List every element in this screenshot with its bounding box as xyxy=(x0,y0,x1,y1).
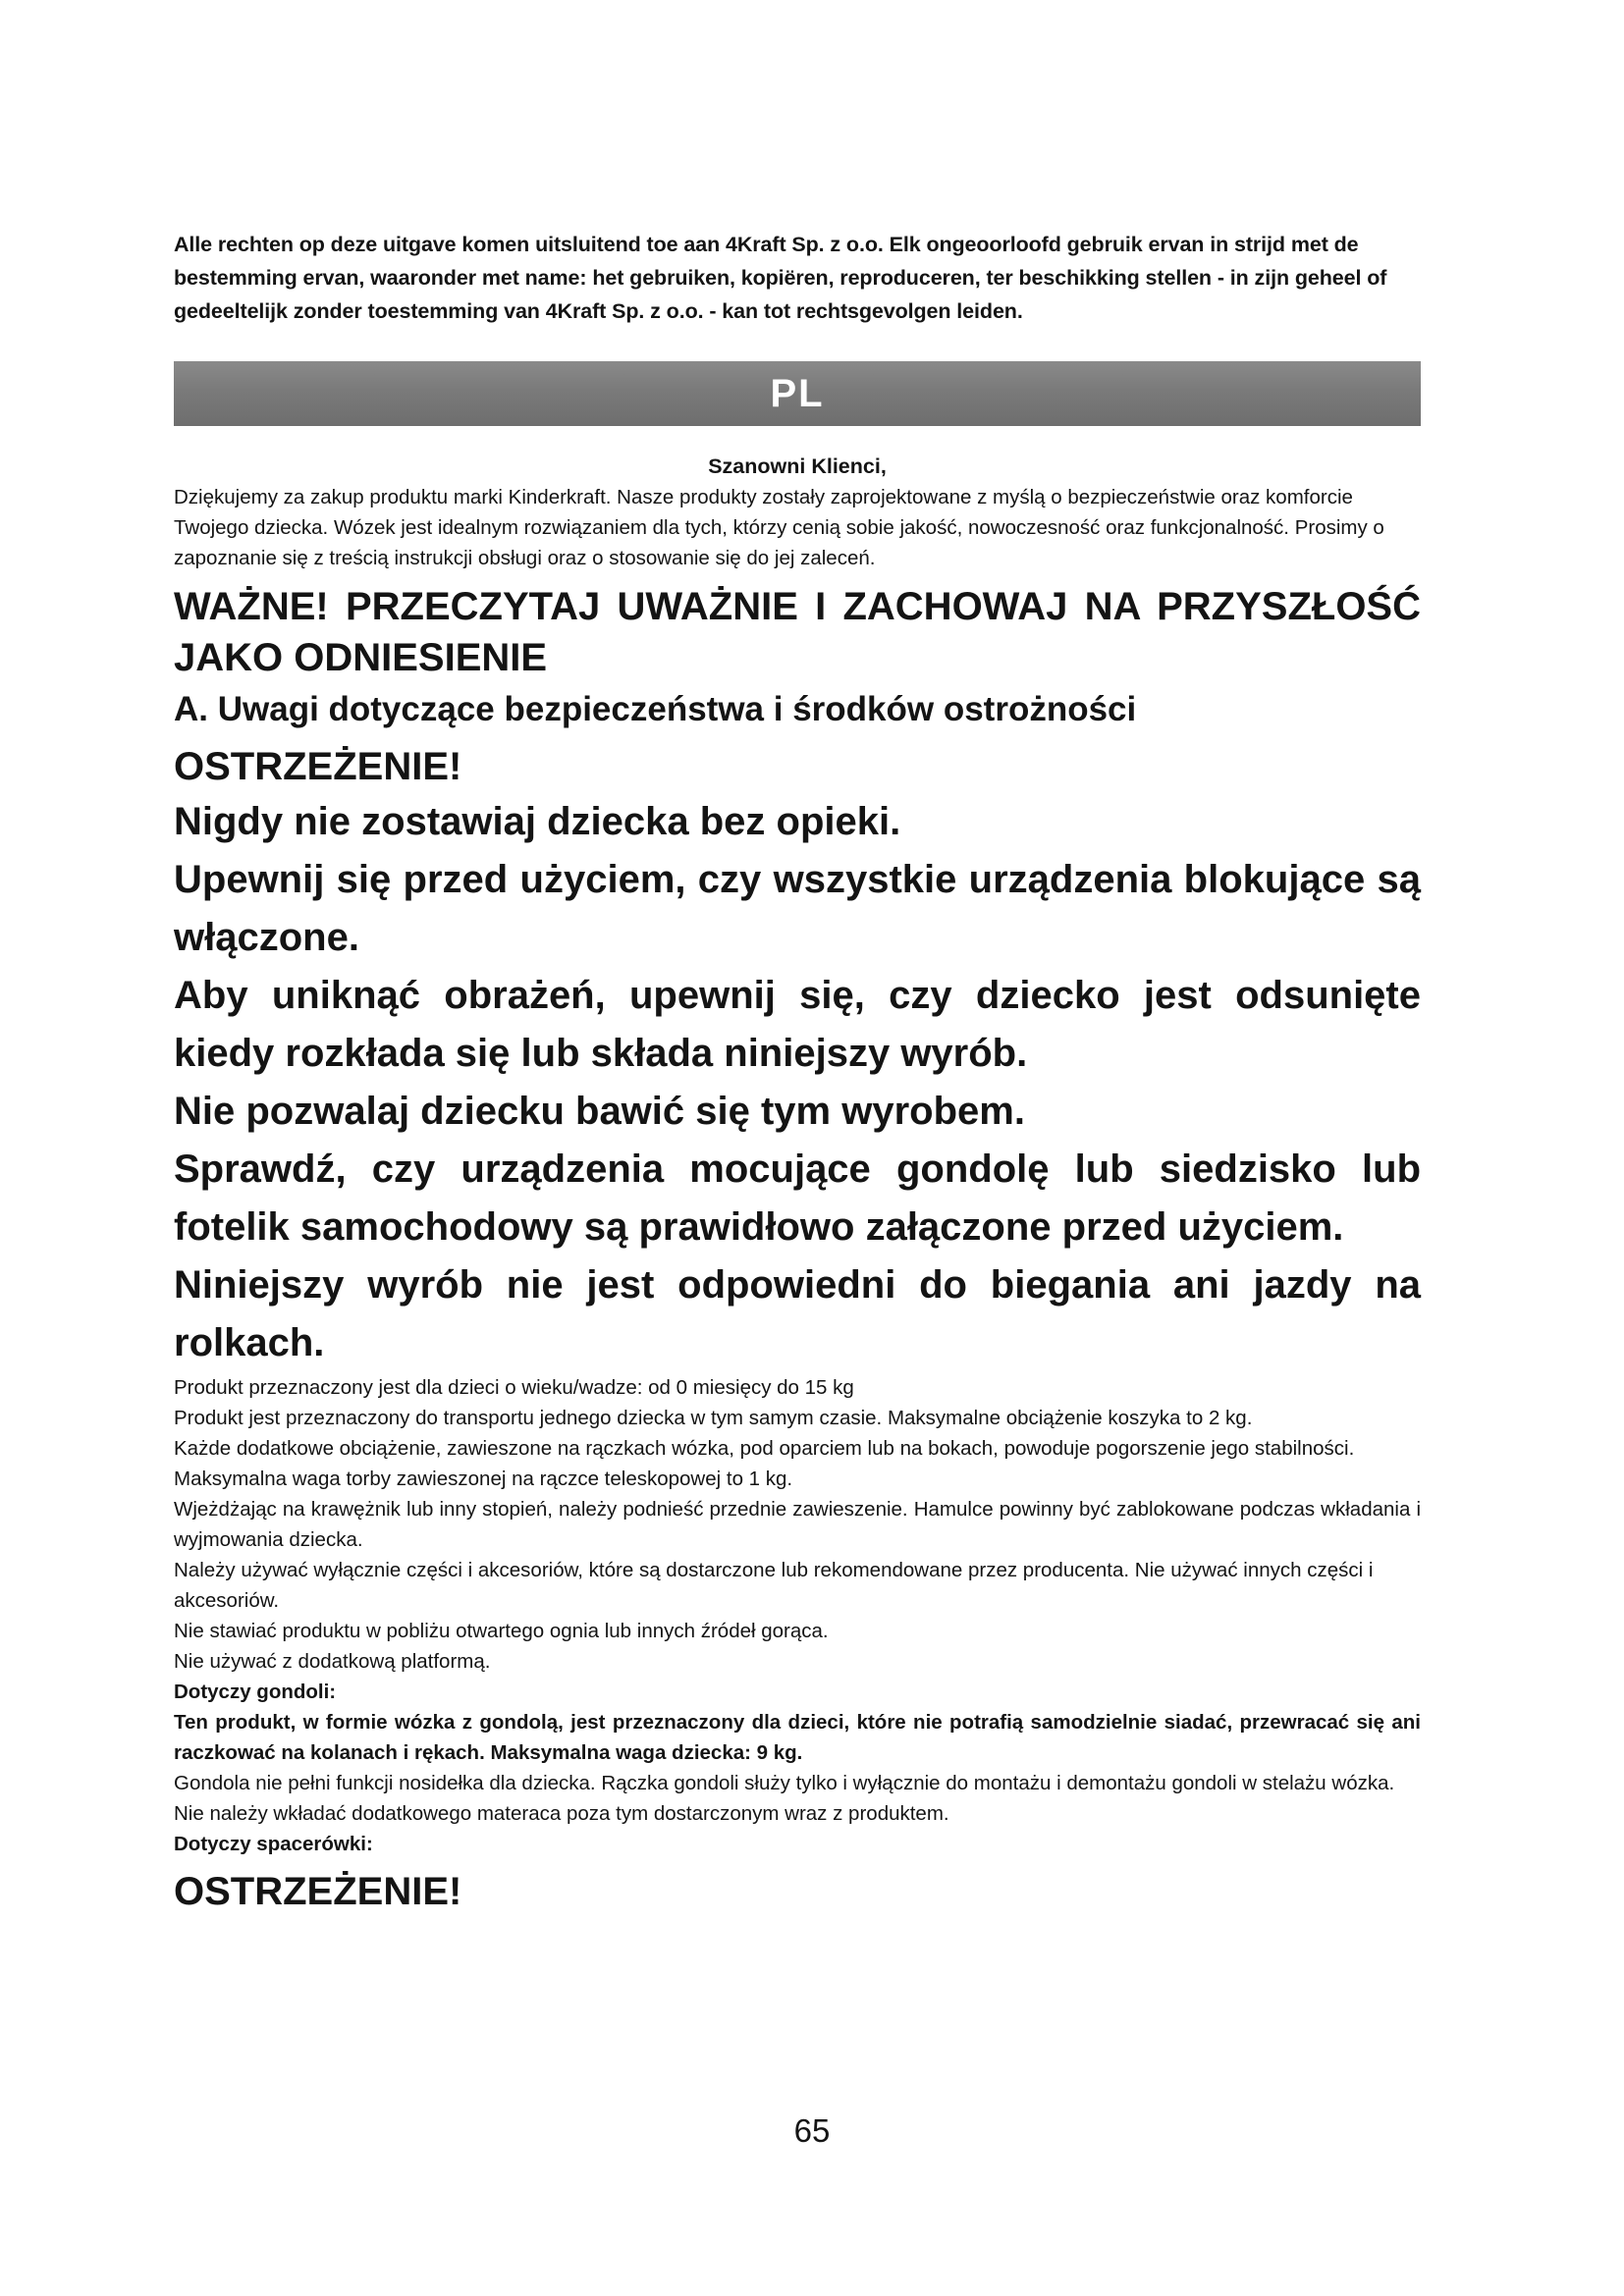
carrycot-section xyxy=(174,1677,1421,1829)
stroller-heading: Dotyczy spacerówki: xyxy=(174,1833,373,1855)
warning-heading: OSTRZEŻENIE! xyxy=(174,745,462,788)
page-number: 65 xyxy=(793,2112,831,2149)
warning-item: Upewnij się przed użyciem, czy wszystkie urządzenia blokujące są włączone. xyxy=(174,858,1421,959)
warning-item: Aby uniknąć obrażeń, upewnij się, czy dziecko jest odsunięte kiedy rozkłada się lub składa niniejszy wyrób. xyxy=(174,974,1421,1075)
language-code: PL xyxy=(770,371,825,415)
warning-item: Nigdy nie zostawiaj dziecka bez opieki. xyxy=(174,800,901,843)
carrycot-heading: Dotyczy gondoli: xyxy=(174,1681,337,1703)
stroller-warning-heading: OSTRZEŻENIE! xyxy=(174,1870,462,1913)
document-page xyxy=(174,228,1421,1918)
note-item: Produkt przeznaczony jest dla dzieci o wieku/wadze: od 0 miesięcy do 15 kg xyxy=(174,1376,854,1399)
language-banner xyxy=(174,361,1421,426)
stroller-section xyxy=(174,1829,1421,1918)
warning-item: Nie pozwalaj dziecku bawić się tym wyrobem. xyxy=(174,1090,1025,1133)
greeting: Szanowni Klienci, xyxy=(708,454,887,478)
note-item: Należy używać wyłącznie części i akcesoriów, które są dostarczone lub rekomendowane przez producenta. Nie używać innych części i akcesoriów. xyxy=(174,1559,1374,1612)
notes-list xyxy=(174,1372,1421,1677)
warning-item: Niniejszy wyrób nie jest odpowiedni do biegania ani jazdy na rolkach. xyxy=(174,1263,1421,1364)
note-item: Wjeżdżając na krawężnik lub inny stopień, należy podnieść przednie zawieszenie. Hamulce powinny być zablokowane podczas wkładania i wyjmowania dziecka. xyxy=(174,1498,1421,1551)
note-item: Nie stawiać produktu w pobliżu otwartego ognia lub innych źródeł gorąca. xyxy=(174,1620,829,1642)
note-item: Nie używać z dodatkową platformą. xyxy=(174,1650,491,1673)
carrycot-note: Gondola nie pełni funkcji nosidełka dla dziecka. Rączka gondoli służy tylko i wyłącznie do montażu i demontażu gondoli w stelażu wózka. xyxy=(174,1772,1395,1794)
intro-paragraph: Dziękujemy za zakup produktu marki Kinderkraft. Nasze produkty zostały zaprojektowane z myślą o bezpieczeństwie oraz komforcie Twojego dziecka. Wózek jest idealnym rozwiązaniem dla tych, którzy cenią sobie jakość, nowoczesność oraz funkcjonalność. Prosimy o zapoznanie się z treścią instrukcji obsługi oraz o stosowanie się do jej zaleceń. xyxy=(174,486,1384,569)
warnings-list xyxy=(174,793,1421,1372)
carrycot-note: Nie należy wkładać dodatkowego materaca poza tym dostarczonym wraz z produktem. xyxy=(174,1802,949,1825)
warning-item: Sprawdź, czy urządzenia mocujące gondolę lub siedzisko lub fotelik samochodowy są prawidłowo załączone przed użyciem. xyxy=(174,1148,1421,1249)
section-a-title: A. Uwagi dotyczące bezpieczeństwa i środków ostrożności xyxy=(174,690,1137,728)
carrycot-warning: Ten produkt, w formie wózka z gondolą, jest przeznaczony dla dzieci, które nie potrafią samodzielnie siadać, przewracać się ani raczkować na kolanach i rękach. Maksymalna waga dziecka: 9 kg. xyxy=(174,1711,1421,1764)
important-heading: WAŻNE! PRZECZYTAJ UWAŻNIE I ZACHOWAJ NA PRZYSZŁOŚĆ JAKO ODNIESIENIE xyxy=(174,585,1421,679)
note-item: Każde dodatkowe obciążenie, zawieszone na rączkach wózka, pod oparciem lub na bokach, powoduje pogorszenie jego stabilności. Maksymalna waga torby zawieszonej na rączce teleskopowej to 1 kg. xyxy=(174,1437,1355,1490)
copyright-notice: Alle rechten op deze uitgave komen uitsluitend toe aan 4Kraft Sp. z o.o. Elk ongeoorloofd gebruik ervan in strijd met de bestemming ervan, waaronder met name: het gebruiken, kopiëren, reproduceren, ter beschikking stellen - in zijn geheel of gedeeltelijk zonder toestemming van 4Kraft Sp. z o.o. - kan tot rechtsgevolgen leiden. xyxy=(174,233,1387,323)
note-item: Produkt jest przeznaczony do transportu jednego dziecka w tym samym czasie. Maksymalne obciążenie koszyka to 2 kg. xyxy=(174,1407,1253,1429)
